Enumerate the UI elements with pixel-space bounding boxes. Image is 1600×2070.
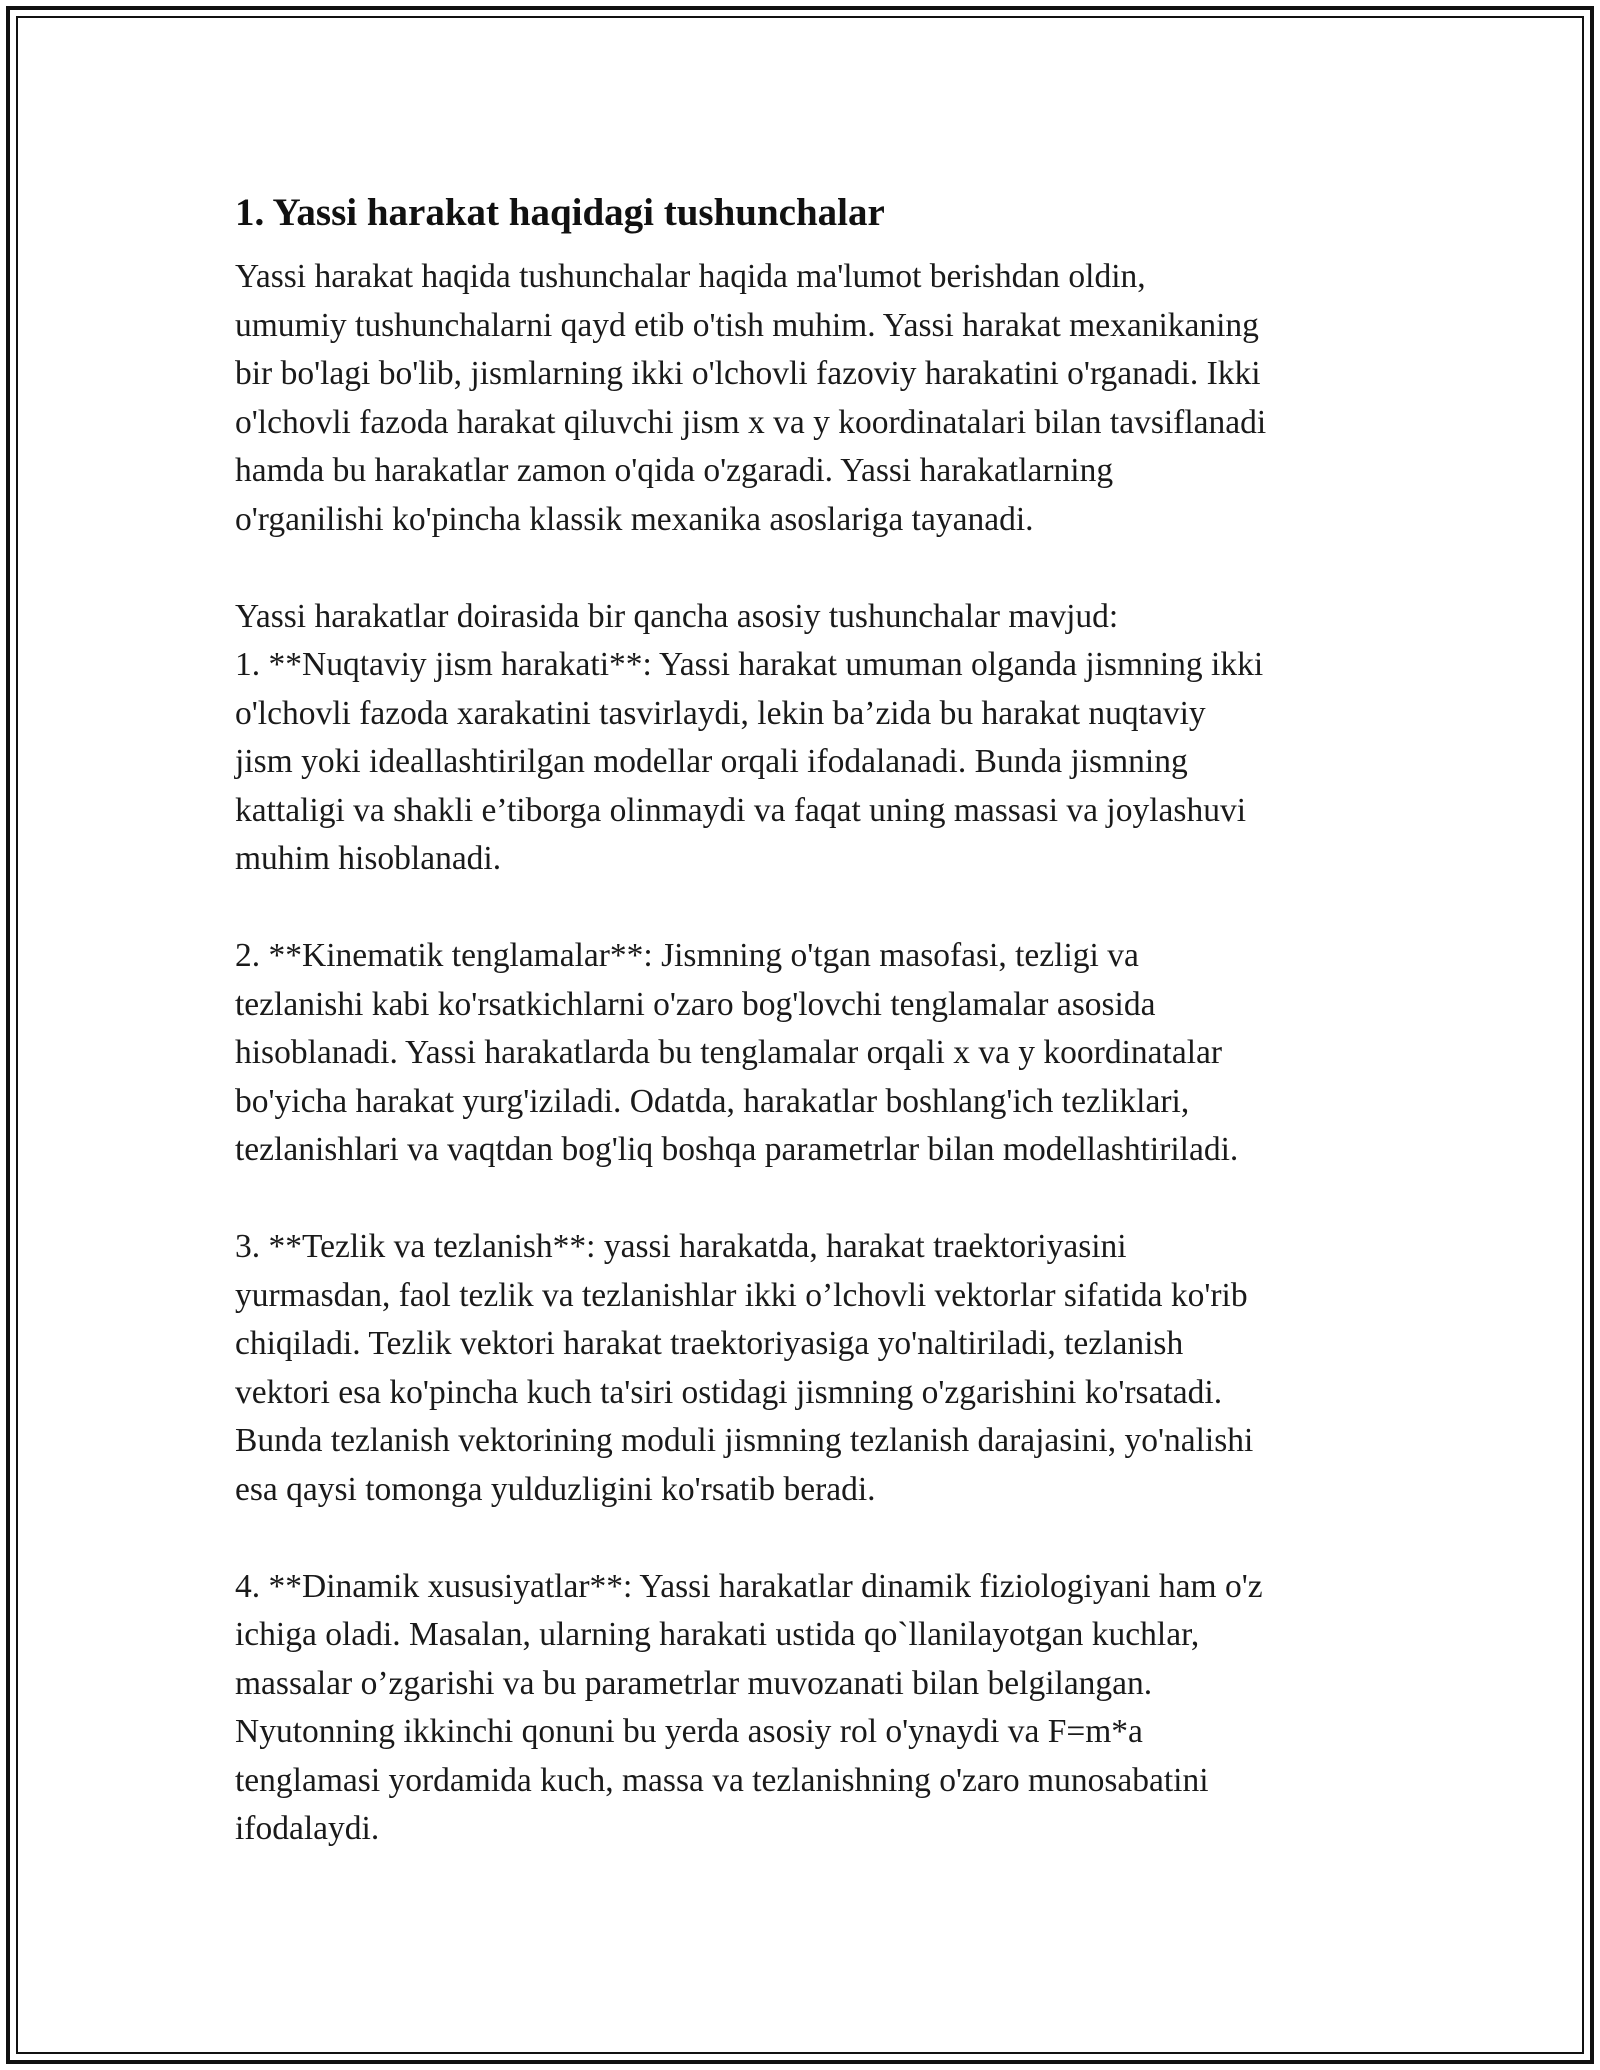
list-intro: Yassi harakatlar doirasida bir qancha asosiy tushunchalar mavjud: bbox=[235, 597, 1119, 635]
list-item-dynamic-properties: 4. **Dinamik xususiyatlar**: Yassi harakatlar dinamik fiziologiyani ham o'z ichiga oladi. Masalan, ularning harakati ustida qo`llanilayotgan kuchlar, massalar o’zgarishi va bu parametrlar muvozanati bilan belgilangan. Nyutonning ikkinchi qonuni bu yerda asosiy rol o'ynaydi va F=m*a tenglamasi yordamida kuch, massa va tezlanishning o'zaro munosabatini ifodalaydi. bbox=[235, 1567, 1263, 1847]
list-item-point-body-motion: 1. **Nuqtaviy jism harakati**: Yassi harakat umuman olganda jismning ikki o'lchovli fazoda xarakatini tasvirlaydi, lekin ba’zida bu harakat nuqtaviy jism yoki ideallashtirilgan modellar orqali ifodalanadi. Bunda jismning kattaligi va shakli e’tiborga olinmaydi va faqat uning massasi va joylashuvi muhim hisoblanadi. bbox=[235, 646, 1264, 877]
intro-paragraph: Yassi harakat haqida tushunchalar haqida ma'lumot berishdan oldin, umumiy tushunchalarni qayd etib o'tish muhim. Yassi harakat mexanikaning bir bo'lagi bo'lib, jismlarning ikki o'lchovli fazoviy harakatini o'rganadi. Ikki o'lchovli fazoda harakat qiluvchi jism x va y koordinatalari bilan tavsiflanadi hamda bu harakatlar zamon o'qida o'zgaradi. Yassi harakatlarning o'rganilishi ko'pincha klassik mexanika asoslariga tayanadi. bbox=[235, 258, 1267, 538]
list-item-kinematic-equations: 2. **Kinematik tenglamalar**: Jismning o'tgan masofasi, tezligi va tezlanishi kabi ko'rsatkichlarni o'zaro bog'lovchi tenglamalar asosida hisoblanadi. Yassi harakatlarda bu tenglamalar orqali x va y koordinatalar bo'yicha harakat yurg'iziladi. Odatda, harakatlar boshlang'ich tezliklari, tezlanishlari va vaqtdan bog'liq boshqa parametrlar bilan modellashtiriladi. bbox=[235, 937, 1239, 1168]
list-item-velocity-acceleration: 3. **Tezlik va tezlanish**: yassi harakatda, harakat traektoriyasini yurmasdan, faol tezlik va tezlanishlar ikki o’lchovli vektorlar sifatida ko'rib chiqiladi. Tezlik vektori harakat traektoriyasiga yo'naltiriladi, tezlanish vektori esa ko'pincha kuch ta'siri ostidagi jismning o'zgarishini ko'rsatadi. Bunda tezlanish vektorining moduli jismning tezlanish darajasini, yo'nalishi esa qaysi tomonga yulduzligini ko'rsatib beradi. bbox=[235, 1228, 1254, 1508]
section-heading: 1. Yassi harakat haqidagi tushunchalar bbox=[235, 191, 885, 234]
document-body bbox=[235, 185, 1375, 1902]
